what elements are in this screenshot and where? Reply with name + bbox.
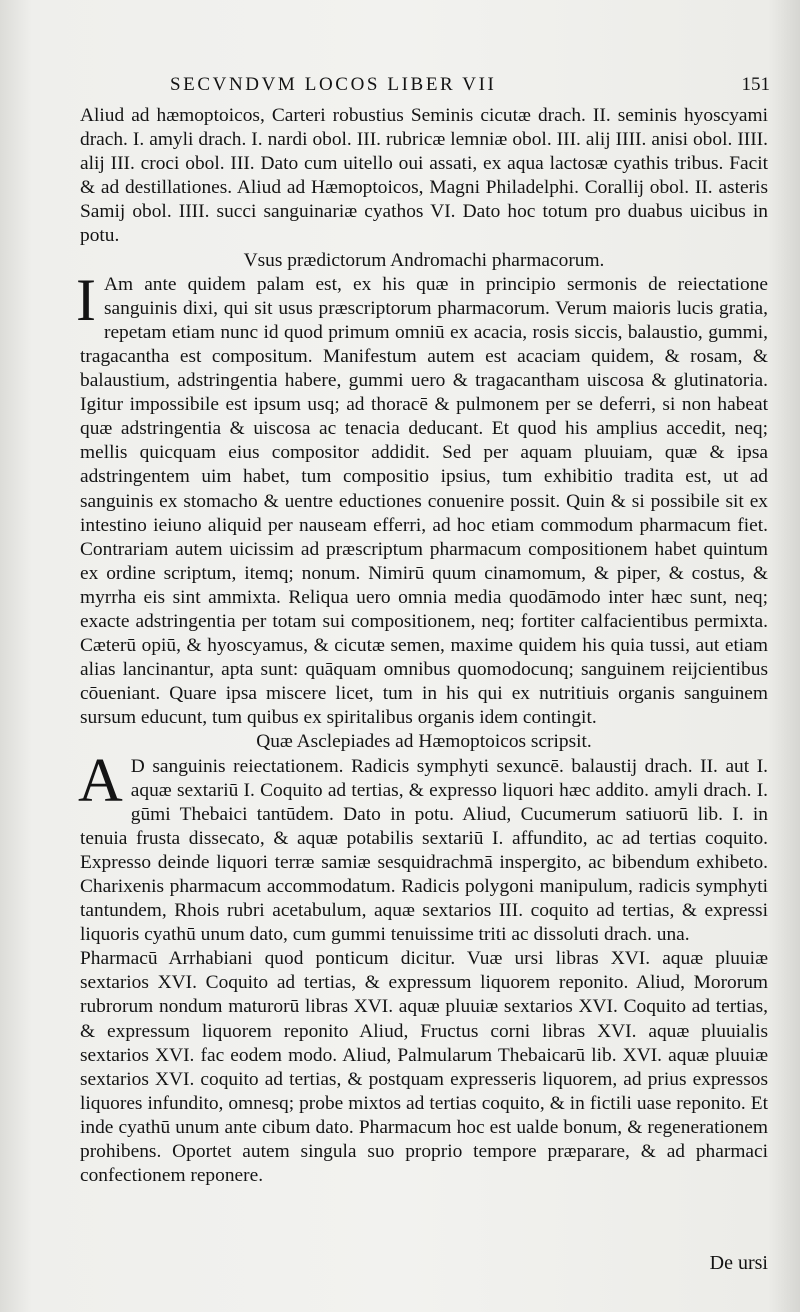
page-number: 151 bbox=[741, 74, 770, 95]
section-usus-andromachi bbox=[76, 266, 768, 731]
page-body bbox=[76, 104, 768, 1188]
paragraph-haemoptoicos: Aliud ad hæmoptoicos, Carteri robustius Seminis cicutæ drach. II. seminis hyoscyami drach. I. amyli drach. I. nardi obol. III. rubricæ lemniæ obol. III. alij IIII. anisi obol. IIII. alij III. croci obol. III. Dato cum uitello oui assati, ex aqua lactosæ cyathis tribus. Facit & ad destillationes. Aliud ad Hæmoptoicos, Magni Philadelphi. Corallij obol. II. asteris Samij obol. IIII. succi sanguinariæ cyathos VI. Dato hoc totum pro duabus uicibus in potu. bbox=[80, 105, 768, 247]
drop-cap-i: I bbox=[76, 266, 96, 333]
running-head bbox=[170, 74, 770, 100]
catchword: De ursi bbox=[709, 1252, 768, 1274]
section-usus-text: Am ante quidem palam est, ex his quæ in principio sermonis de reiectatione sanguinis dixi, qui sit usus præscriptorum pharmacorum. Verum maioris lucis gratia, repetam etiam nunc id quod primum omniū ex acacia, rosis siccis, balaustio, gummi, tragacantha est compositum. Manifestum autem est acaciam quidem, & rosam, & balaustium, adstringentia habere, gummi uero & tragacantham uiscosa & glutinatoria. Igitur impossibile est ipsum usq; ad thoracē & pulmonem per se deferri, si non habeat quæ adstringentia & uiscosa ac tenacia deducant. Et quod his amplius accedit, neq; mellis quicquam eius compositor addidit. Sed per aquam pluuiam, quæ & ipsa adstringentem uim habet, tum compositio ipsius, tum exhibitio tradita est, ut ad sanguinis ex stomacho & uentre eductiones conuenire possit. Quin & si possibile sit ex intestino ieiuno aliquid per nauseam efferri, ad hoc etiam commodum pharmacum fiet. Contrariam autem uicissim ad præscriptum pharmacum compositionem habet quintum ex ordine scriptum, itemq; nonum. Nimirū quum cinamomum, & piper, & costus, & myrrha eis sint ammixta. Reliqua uero omnia media quodāmodo inter hæc sunt, neq; exacte adstringentia per totam sui compositionem, neq; fortiter calfacientibus permixta. Cæterū opiū, & hyoscyamus, & cicutæ semen, maxime quidem his quia tussi, aut etiam alias lancinantur, apta sunt: quāquam omnibus quomodocunq; sanguinem reijcientibus cōueniant. Quare ipsa miscere licet, tum in his qui ex nutritiuis organis sanguinem sursum educunt, tum quibus ex spiritalibus organis idem contingit. bbox=[80, 273, 768, 729]
heading-asclepiades: Quæ Asclepiades ad Hæmoptoicos scripsit. bbox=[256, 731, 592, 753]
section-asclepiades bbox=[78, 746, 768, 948]
paragraph-arrhabiani: Pharmacū Arrhabiani quod ponticum dicitur. Vuæ ursi libras XVI. aquæ pluuiæ sextarios XVI. Coquito ad tertias, & expressum liquorem reponito. Aliud, Mororum rubrorum nondum maturorū libras XVI. aquæ pluuiæ sextarios XVI. Coquito ad tertias, & expressum liquorem reponito Aliud, Fructus corni libras XVI. aquæ pluuialis sextarios XVI. fac eodem modo. Aliud, Palmularum Thebaicarū lib. XVI. aquæ pluuiæ sextarios XVI. coquito ad tertias, & postquam expresseris liquorem, ad prius expressos liquores infundito, omnesq; probe mixtos ad tertias coquito, & in fictili uase reponito. Et inde cyathū unum ante cibum dato. Pharmacum hoc est ualde bonum, & regenerationem prohibens. Oportet autem singula suo proprio tempore præparare, & ad pharmaci confectionem reponere. bbox=[80, 948, 768, 1187]
heading-usus-andromachi: Vsus prædictorum Andromachi pharmacorum. bbox=[243, 249, 605, 271]
section-asclepiades-text: D sanguinis reiectationem. Radicis symphyti sexuncē. balaustij drach. II. aut I. aquæ sextariū I. Coquito ad tertias, & expresso liquori hæc addito. amyli drach. I. gūmi Thebaici tantūdem. Dato in potu. Aliud, Cucumerum satiuorū lib. I. in tenuia frusta dissecato, & aquæ potabilis sextariū I. affundito, ac ad tertias coquito. Expresso deinde liquori terræ samiæ sesquidrachmā inspergito, ac bibendum exhibeto. Charixenis pharmacum accommodatum. Radicis polygoni manipulum, radicis symphyti tantundem, Rhois rubri acetabulum, aquæ sextarios III. coquito ad tertias, & expressi liquoris cyathū unum dato, cum gummi tenuissime triti ac dissoluti drach. una. bbox=[80, 755, 768, 946]
drop-cap-a: A bbox=[78, 746, 123, 815]
running-head-title: SECVNDVM LOCOS LIBER VII bbox=[170, 74, 497, 95]
